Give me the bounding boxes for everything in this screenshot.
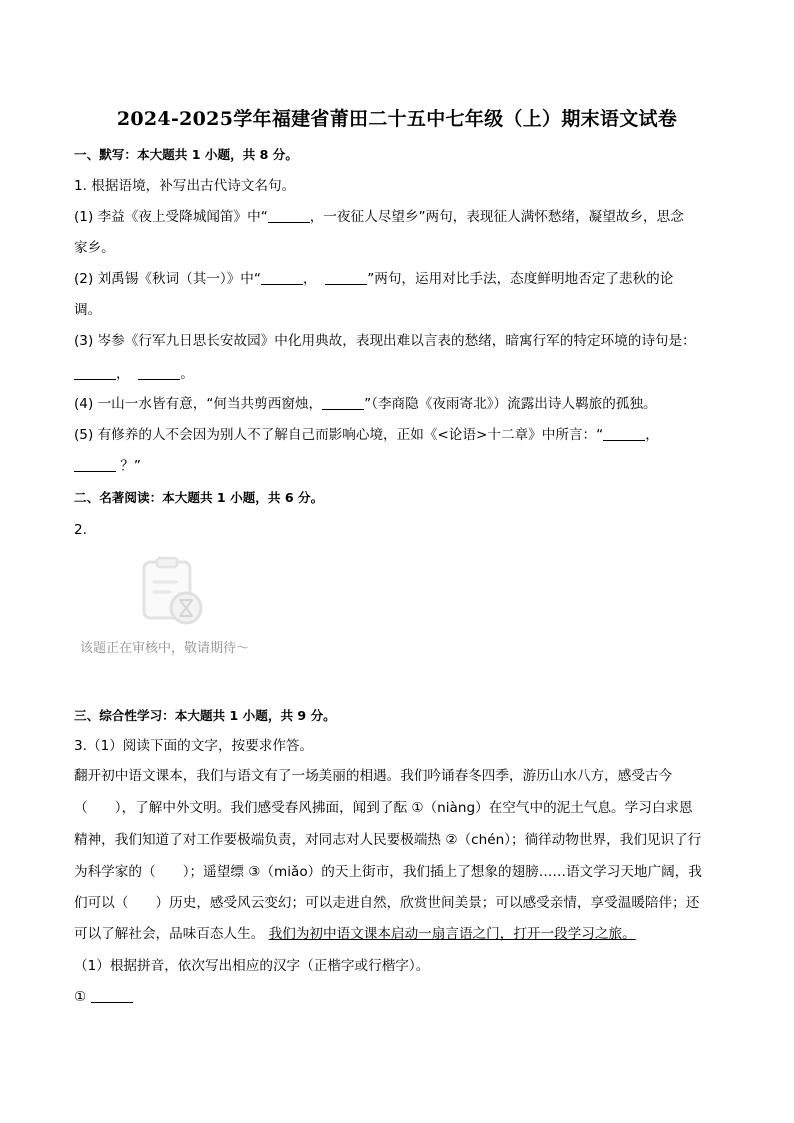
review-placeholder-text: 该题正在审核中，敬请期待～ xyxy=(80,641,250,656)
answer-blank[interactable] xyxy=(322,395,364,410)
section-2-header: 二、名著阅读：本大题共 1 小题，共 6 分。 xyxy=(74,490,324,505)
passage-line-4: 为科学家的（ ）；遥望缥 ③（miǎo）的天上街市，我们插上了想象的翅膀……语文学习天地广阔，我 xyxy=(74,864,702,880)
question-2-label: 2. xyxy=(74,522,87,538)
section-3-header: 三、综合性学习：本大题共 1 小题，共 9 分。 xyxy=(74,708,336,723)
question-1-item-1: (1) 李益《夜上受降城闻笛》中“ ，一夜征人尽望乡”两句，表现征人满怀愁绪，凝望故乡，思念 xyxy=(74,209,684,225)
question-1-item-3: (3) 岑参《行军九日思长安故园》中化用典故，表现出难以言表的愁绪，暗寓行军的特定环境的诗句是： xyxy=(74,333,696,349)
question-3-stem: 3.（1）阅读下面的文字，按要求作答。 xyxy=(74,738,314,754)
answer-blank[interactable] xyxy=(268,208,310,223)
answer-blank[interactable] xyxy=(603,426,645,441)
answer-line-1: ① xyxy=(74,987,133,1007)
question-1-item-2: (2) 刘禹锡《秋词（其一）》中“ ， ”两句，运用对比手法，态度鲜明地否定了悲秋的论 xyxy=(74,271,674,287)
passage-line-1: 翻开初中语文课本，我们与语文有了一场美丽的相遇。我们吟诵春冬四季，游历山水八方，感受古今 xyxy=(74,768,673,784)
answer-blank[interactable] xyxy=(74,457,116,472)
passage-line-3: 精神，我们知道了对工作要极端负责，对同志对人民要极端热 ②（chén）；徜徉动物世界，我们见识了行 xyxy=(74,832,702,848)
question-1-item-3-answers: ， 。 xyxy=(74,364,194,384)
answer-blank[interactable] xyxy=(91,988,133,1003)
clipboard-hourglass-icon xyxy=(74,556,274,636)
question-1-item-2-cont: 调。 xyxy=(74,302,102,318)
underlined-sentence: 我们为初中语文课本启动一扇言语之门，打开一段学习之旅。 xyxy=(268,926,636,942)
question-1-item-4: (4) 一山一水皆有意，“何当共剪西窗烛， ”（李商隐《夜雨寄北》）流露出诗人羁旅的孤独。 xyxy=(74,396,657,412)
exam-title: 2024-2025学年福建省莆田二十五中七年级（上）期末语文试卷 xyxy=(116,108,678,130)
answer-blank[interactable] xyxy=(138,365,180,380)
answer-blank[interactable] xyxy=(74,365,116,380)
passage-line-5: 们可以（ ）历史，感受风云变幻；可以走进自然，欣赏世间美景；可以感受亲情，享受温暖陪伴；还 xyxy=(74,895,700,911)
question-1-item-1-cont: 家乡。 xyxy=(74,240,115,256)
passage-line-6: 可以了解社会，品味百态人生。 我们为初中语文课本启动一扇言语之门，打开一段学习之旅。 xyxy=(74,926,636,942)
question-1-item-5: (5) 有修养的人不会因为别人不了解自己而影响心境，正如《<论语>十二章》中所言：“ ， xyxy=(74,427,659,443)
answer-blank[interactable] xyxy=(325,270,367,285)
sub-question-1: （1）根据拼音，依次写出相应的汉字（正楷字或行楷字）。 xyxy=(74,958,430,974)
section-1-header: 一、默写：本大题共 1 小题，共 8 分。 xyxy=(74,147,298,162)
question-1-item-5-cont: ？” xyxy=(74,456,141,476)
passage-line-2: （ ），了解中外文明。我们感受春风拂面，闻到了酝 ①（niàng）在空气中的泥土气息。学习白求恩 xyxy=(74,800,693,816)
answer-blank[interactable] xyxy=(261,270,303,285)
question-1-stem: 1. 根据语境，补写出古代诗文名句。 xyxy=(74,178,296,194)
